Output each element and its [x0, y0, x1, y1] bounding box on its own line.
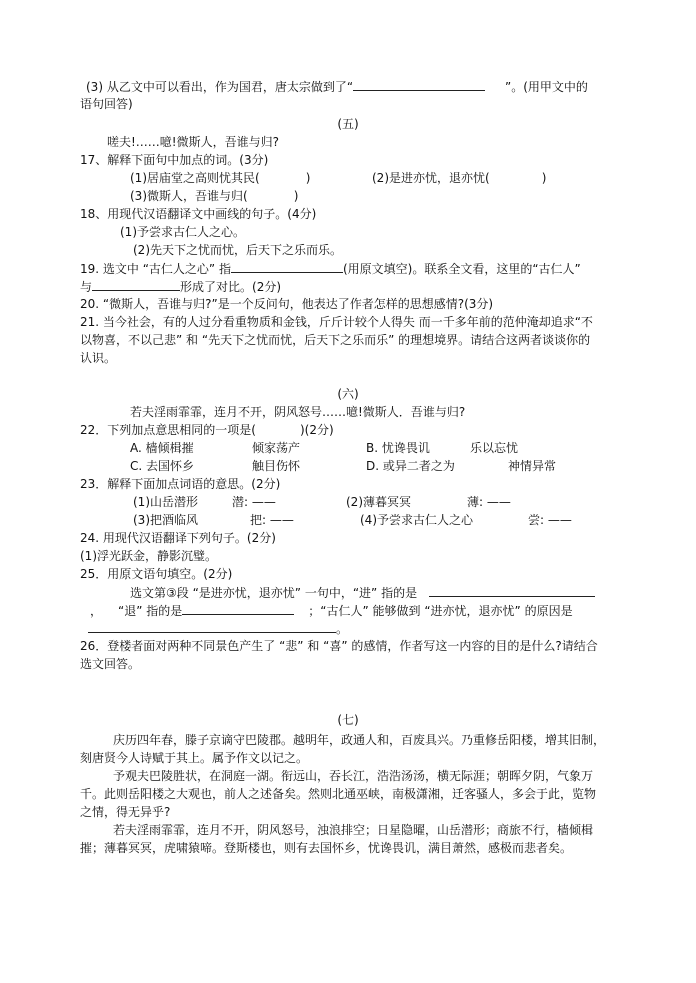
- q23-item-4: (4)予尝求古仁人之心: [360, 513, 473, 527]
- q25-blank-1[interactable]: [429, 584, 595, 597]
- q22-option-d[interactable]: D. 或异二者之为: [366, 459, 455, 473]
- q19-blank-1[interactable]: [231, 260, 343, 273]
- q21-line-3: 认识。: [80, 351, 117, 365]
- q22-option-a[interactable]: A. 樯倾楫摧: [130, 441, 194, 455]
- q3-line-2: 语句回答): [80, 97, 133, 111]
- s7-p3-line-1: 若夫淫雨霏霏，连月不开，阴风怒号，浊浪排空；日星隐曜，山岳潜形；商旅不行，樯倾楫: [113, 823, 594, 837]
- q26-line-2: 选文回答。: [80, 657, 141, 671]
- s7-p1-line-2: 刻唐贤今人诗赋于其上。属予作文以记之。: [80, 751, 309, 765]
- q24-title: 24. 用现代汉语翻译下列句子。(2分): [80, 531, 276, 545]
- q22-option-b-pair: 乐以忘忧: [470, 441, 519, 455]
- q23-item-1: (1)山岳潜形: [133, 495, 198, 509]
- q19-line-2: 与 形成了对比。(2分): [80, 280, 282, 294]
- q19-line-1: 19. 选文中 “古仁人之心” 指 (用原文填空)。联系全文看，这里的“古仁人”: [80, 262, 581, 276]
- q22-option-d-pair: 神情异常: [508, 459, 557, 473]
- s7-p3-line-2: 摧；薄暮冥冥，虎啸猿啼。登斯楼也，则有去国怀乡，忧谗畏讥，满目萧然，感极而悲者矣。: [80, 841, 573, 855]
- q21-line-1: 21. 当今社会，有的人过分看重物质和金钱，斤斤计较个人得失 而一千多年前的范仲淹却追求“不: [80, 315, 593, 329]
- q23-item-3-answer[interactable]: 把: ——: [250, 513, 294, 527]
- q21-line-2: 以物喜，不以己悲” 和 “先天下之忧而忧，后天下之乐而乐” 的理想境界。请结合这两者谈谈你的: [80, 333, 591, 347]
- q23-title: 23．解释下面加点词语的意思。(2分): [80, 477, 281, 491]
- q17-title: 17、解释下面句中加点的词。(3分): [80, 153, 269, 167]
- q18-title: 18、用现代汉语翻译文中画线的句子。(4分): [80, 207, 317, 221]
- q22-option-c-pair: 触目伤怀: [252, 459, 301, 473]
- q24-item-1: (1)浮光跃金，静影沉璧。: [80, 549, 217, 563]
- q25-line-3: 。: [88, 620, 348, 637]
- q25-blank-3[interactable]: [88, 620, 336, 633]
- section-6-header: (六): [337, 387, 359, 401]
- q25-line-1: 选文第③段 “是进亦忧，退亦忧” 一句中，“进” 指的是: [130, 584, 595, 601]
- q19-blank-2[interactable]: [92, 278, 180, 291]
- q3-blank[interactable]: [353, 78, 485, 91]
- q3-text: (3) 从乙文中可以看出，作为国君，唐太宗做到了“: [86, 80, 354, 94]
- q25-line-2: ， “退” 指的是 ；“古仁人” 能够做到 “进亦忧，退亦忧” 的原因是: [90, 604, 573, 618]
- q3-text-end: ”。(用甲文中的: [505, 80, 588, 94]
- q23-item-1-answer[interactable]: 潜: ——: [232, 495, 276, 509]
- s5-quote: 嗟夫!……噫!微斯人，吾谁与归?: [107, 135, 279, 149]
- q20: 20. “微斯人，吾谁与归?”是一个反问句，他表达了作者怎样的思想感情?(3分): [80, 297, 494, 311]
- s7-p2-line-2: 千。此则岳阳楼之大观也，前人之述备矣。然则北通巫峡，南极潇湘，迁客骚人，多会于此，览物: [80, 787, 597, 801]
- s7-p2-line-1: 予观夫巴陵胜状，在洞庭一湖。衔远山，吞长江，浩浩汤汤，横无际涯；朝晖夕阴，气象万: [113, 769, 594, 783]
- q26-line-1: 26．登楼者面对两种不同景色产生了 “悲” 和 “喜” 的感情，作者写这一内容的目的是什么?请结合: [80, 639, 598, 653]
- section-7-header: (七): [337, 713, 359, 727]
- q3-line-1: [86, 78, 588, 95]
- q23-item-3: (3)把酒临风: [133, 513, 198, 527]
- q18-item-2: (2)先天下之忧而忧，后天下之乐而乐。: [133, 243, 342, 257]
- section-5-header: (五): [337, 117, 359, 131]
- q23-item-4-answer[interactable]: 尝: ——: [528, 513, 572, 527]
- q17-item-3: (3)微斯人，吾谁与归( ): [130, 189, 299, 203]
- q17-item-1: (1)居庙堂之高则忧其民( ): [130, 171, 311, 185]
- q25-title: 25．用原文语句填空。(2分): [80, 567, 233, 581]
- q17-item-2: (2)是进亦忧，退亦忧( ): [372, 171, 547, 185]
- q22-option-c[interactable]: C. 去国怀乡: [130, 459, 195, 473]
- q22-option-b[interactable]: B. 忧谗畏讥: [366, 441, 430, 455]
- s6-quote: 若夫淫雨霏霏，连月不开，阴风怒号……噫!微斯人．吾谁与归?: [130, 405, 466, 419]
- q23-item-2-answer[interactable]: 薄: ——: [467, 495, 511, 509]
- s7-p2-line-3: 之情，得无异乎?: [80, 805, 171, 819]
- s7-p1-line-1: 庆历四年春，滕子京谪守巴陵郡。越明年，政通人和，百废具兴。乃重修岳阳楼，增其旧制，: [113, 733, 606, 747]
- q22-title: 22．下列加点意思相同的一项是( )(2分): [80, 423, 334, 437]
- q18-item-1: (1)予尝求古仁人之心。: [120, 225, 245, 239]
- q22-option-a-pair: 倾家荡产: [252, 441, 301, 455]
- q23-item-2: (2)薄暮冥冥: [346, 495, 411, 509]
- q25-blank-2[interactable]: [182, 602, 294, 615]
